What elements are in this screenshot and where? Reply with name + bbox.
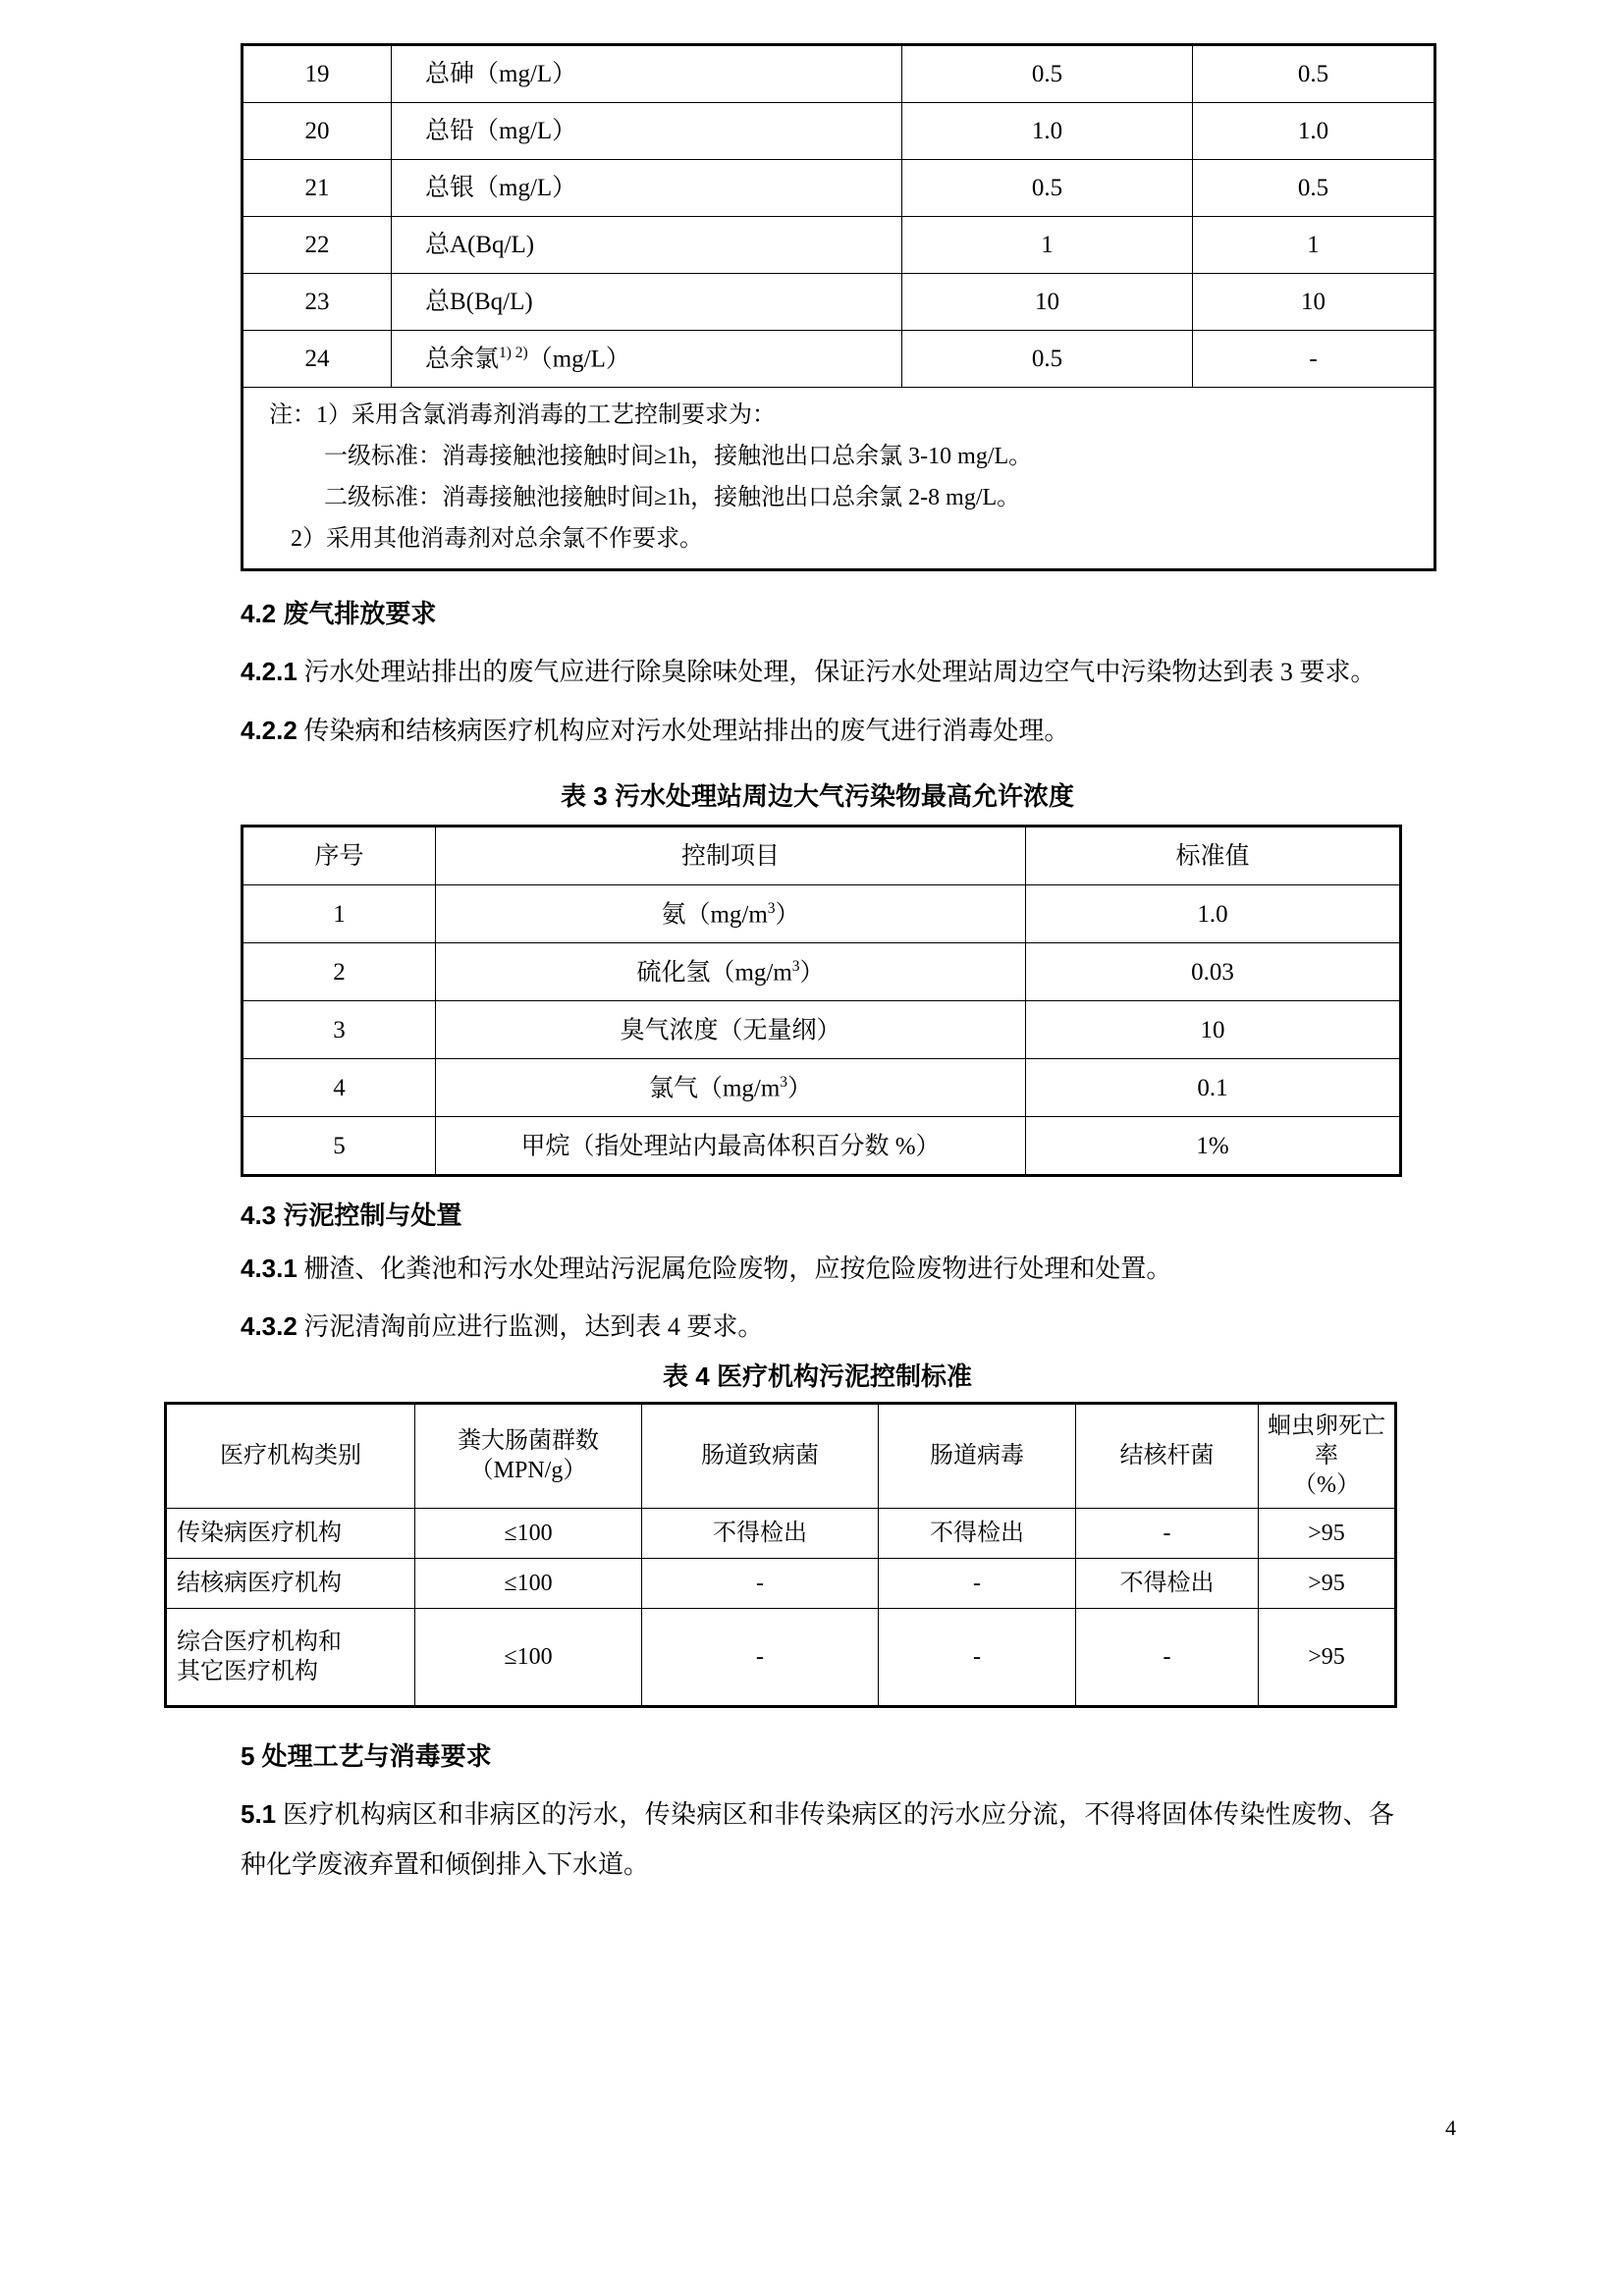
row-tuberculosis: - <box>1076 1508 1259 1558</box>
row-number: 3 <box>243 1001 436 1059</box>
table-row <box>166 1558 1396 1608</box>
note-line-4: 2）采用其他消毒剂对总余氯不作要求。 <box>291 526 703 552</box>
row-item <box>436 1117 1026 1176</box>
row-virus: - <box>879 1558 1076 1608</box>
row-category <box>166 1608 415 1706</box>
row-value-level1: 0.5 <box>902 45 1193 103</box>
row-coliform: ≤100 <box>415 1558 642 1608</box>
air-pollutant-table <box>241 825 1402 1177</box>
header-category-line1: 医疗机构类别 <box>220 1443 361 1469</box>
row-number: 20 <box>243 103 392 160</box>
paragraph-4-2-2-text: 传染病和结核病医疗机构应对污水处理站排出的废气进行消毒处理。 <box>303 716 1070 745</box>
row-number: 2 <box>243 943 436 1001</box>
header-tuberculosis <box>1076 1403 1259 1508</box>
table-header-row <box>166 1403 1396 1508</box>
table-notes <box>243 388 1435 570</box>
row-value: 0.03 <box>1026 943 1401 1001</box>
row-value-level1: 0.5 <box>902 331 1193 388</box>
effluent-standards-table <box>241 43 1436 571</box>
row-item-tail: ） <box>775 900 800 928</box>
row-category: 传染病医疗机构 <box>166 1508 415 1558</box>
row-item-base: 氨（mg/m <box>661 900 768 928</box>
paragraph-4-3-1-text: 栅渣、化粪池和污水处理站污泥属危险废物，应按危险废物进行处理和处置。 <box>303 1254 1172 1283</box>
header-coliform-line1: 粪大肠菌群数 <box>458 1428 599 1455</box>
header-virus-line1: 肠道病毒 <box>930 1443 1024 1469</box>
row-item <box>436 1059 1026 1117</box>
row-virus: 不得检出 <box>879 1508 1076 1558</box>
header-ascaris-line2: （%） <box>1293 1472 1360 1499</box>
row-value: 1% <box>1026 1117 1401 1176</box>
top-spacer <box>241 0 1394 43</box>
row-item-residual-chlorine <box>392 331 902 388</box>
paragraph-5-1-text: 医疗机构病区和非病区的污水，传染病区和非传染病区的污水应分流，不得将固体传染性废物、各种化学废液弃置和倾倒排入下水道。 <box>241 1799 1394 1879</box>
row-item-superscript: 3 <box>767 899 776 917</box>
row-number: 23 <box>243 274 392 331</box>
table-row <box>243 1001 1401 1059</box>
row-item: 总铅（mg/L） <box>392 103 902 160</box>
header-coliform <box>415 1403 642 1508</box>
table-row <box>243 217 1435 274</box>
table-row <box>243 160 1435 217</box>
row-item-unit: （mg/L） <box>527 346 630 373</box>
row-item-base: 臭气浓度（无量纲） <box>620 1016 841 1043</box>
page-content <box>177 0 1394 1890</box>
table-notes-row <box>243 388 1435 570</box>
table-row <box>243 1059 1401 1117</box>
row-item-base: 硫化氢（mg/m <box>636 958 792 986</box>
note-line-2: 一级标准：消毒接触池接触时间≥1h，接触池出口总余氯 3-10 mg/L。 <box>324 444 1033 469</box>
paragraph-4-2-2 <box>241 706 1394 757</box>
row-virus: - <box>879 1608 1076 1706</box>
table-row <box>243 45 1435 103</box>
table-3-caption: 表 3 污水处理站周边大气污染物最高允许浓度 <box>561 780 1074 811</box>
row-item: 总砷（mg/L） <box>392 45 902 103</box>
row-value-level2: - <box>1193 331 1435 388</box>
row-ascaris: >95 <box>1259 1558 1396 1608</box>
header-bacteria <box>642 1403 879 1508</box>
row-value-level2: 1.0 <box>1193 103 1435 160</box>
row-value: 10 <box>1026 1001 1401 1059</box>
row-number: 21 <box>243 160 392 217</box>
row-number: 24 <box>243 331 392 388</box>
paragraph-4-2-1-text: 污水处理站排出的废气应进行除臭除味处理，保证污水处理站周边空气中污染物达到表 3 要求。 <box>303 658 1377 687</box>
row-value-level1: 0.5 <box>902 160 1193 217</box>
row-bacteria: - <box>642 1558 879 1608</box>
row-item-base: 总余氯 <box>425 346 500 373</box>
heading-5: 5 处理工艺与消毒要求 <box>241 1740 492 1771</box>
paragraph-4-2-1-label: 4.2.1 <box>241 657 298 687</box>
row-item <box>436 885 1026 943</box>
row-category: 结核病医疗机构 <box>166 1558 415 1608</box>
note-line-3: 二级标准：消毒接触池接触时间≥1h，接触池出口总余氯 2-8 mg/L。 <box>324 485 1021 510</box>
table-row <box>243 274 1435 331</box>
paragraph-4-3-1 <box>241 1244 1394 1295</box>
header-coliform-line2: （MPN/g） <box>469 1458 587 1484</box>
header-bacteria-line1: 肠道致病菌 <box>701 1443 819 1469</box>
row-item <box>436 943 1026 1001</box>
row-category-line2: 其它医疗机构 <box>177 1658 318 1684</box>
paragraph-4-2-2-label: 4.2.2 <box>241 715 298 745</box>
header-virus <box>879 1403 1076 1508</box>
row-tuberculosis: 不得检出 <box>1076 1558 1259 1608</box>
row-item-base: 甲烷（指处理站内最高体积百分数 %） <box>520 1132 941 1159</box>
heading-4-3: 4.3 污泥控制与处置 <box>241 1201 462 1231</box>
page-number: 4 <box>1445 2115 1456 2140</box>
row-value-level1: 1 <box>902 217 1193 274</box>
header-category <box>166 1403 415 1508</box>
heading-4-2: 4.2 废气排放要求 <box>241 599 437 628</box>
row-value: 0.1 <box>1026 1059 1401 1117</box>
table-row <box>243 1117 1401 1176</box>
table-row <box>243 331 1435 388</box>
paragraph-5-1 <box>241 1789 1394 1890</box>
paragraph-4-2-1 <box>241 647 1394 698</box>
paragraph-5-1-label: 5.1 <box>241 1798 277 1829</box>
row-coliform: ≤100 <box>415 1608 642 1706</box>
row-value-level2: 0.5 <box>1193 45 1435 103</box>
row-value-level2: 0.5 <box>1193 160 1435 217</box>
row-item-tail: ） <box>787 1074 813 1101</box>
row-category-line1: 综合医疗机构和 <box>177 1629 342 1655</box>
row-tuberculosis: - <box>1076 1608 1259 1706</box>
row-number: 4 <box>243 1059 436 1117</box>
row-item-superscript: 3 <box>780 1073 788 1091</box>
row-item: 总银（mg/L） <box>392 160 902 217</box>
row-item <box>436 1001 1026 1059</box>
row-value-level1: 10 <box>902 274 1193 331</box>
paragraph-4-3-2-text: 污泥清淘前应进行监测，达到表 4 要求。 <box>303 1312 764 1342</box>
row-value-level2: 1 <box>1193 217 1435 274</box>
header-no: 序号 <box>243 827 436 885</box>
header-ascaris <box>1259 1403 1396 1508</box>
table-4-caption: 表 4 医疗机构污泥控制标准 <box>663 1361 972 1391</box>
row-bacteria: - <box>642 1608 879 1706</box>
sludge-table-wrapper <box>164 1402 1386 1708</box>
row-ascaris: >95 <box>1259 1508 1396 1558</box>
table-row <box>166 1608 1396 1706</box>
table-row <box>243 103 1435 160</box>
row-value: 1.0 <box>1026 885 1401 943</box>
row-value-level2: 10 <box>1193 274 1435 331</box>
row-number: 19 <box>243 45 392 103</box>
row-item: 总B(Bq/L) <box>392 274 902 331</box>
row-bacteria: 不得检出 <box>642 1508 879 1558</box>
row-number: 1 <box>243 885 436 943</box>
paragraph-4-3-1-label: 4.3.1 <box>241 1253 298 1283</box>
row-coliform: ≤100 <box>415 1508 642 1558</box>
row-item-superscript: 3 <box>791 957 800 975</box>
header-tuberculosis-line1: 结核杆菌 <box>1119 1443 1215 1469</box>
row-item-superscript: 1) 2) <box>499 344 528 361</box>
header-item: 控制项目 <box>436 827 1026 885</box>
table-row <box>243 943 1401 1001</box>
row-ascaris: >95 <box>1259 1608 1396 1706</box>
row-number: 5 <box>243 1117 436 1176</box>
header-value: 标准值 <box>1026 827 1401 885</box>
sludge-standards-table <box>164 1402 1397 1708</box>
header-ascaris-line1: 蛔虫卵死亡率 <box>1268 1414 1385 1469</box>
row-item: 总A(Bq/L) <box>392 217 902 274</box>
paragraph-4-3-2 <box>241 1302 1394 1353</box>
table-row <box>243 885 1401 943</box>
row-item-base: 氯气（mg/m <box>648 1074 781 1101</box>
paragraph-4-3-2-label: 4.3.2 <box>241 1311 298 1342</box>
note-line-1: 注：1）采用含氯消毒剂消毒的工艺控制要求为： <box>269 402 776 428</box>
row-number: 22 <box>243 217 392 274</box>
table-row <box>166 1508 1396 1558</box>
table-header-row <box>243 827 1401 885</box>
row-item-tail: ） <box>799 958 825 986</box>
row-value-level1: 1.0 <box>902 103 1193 160</box>
